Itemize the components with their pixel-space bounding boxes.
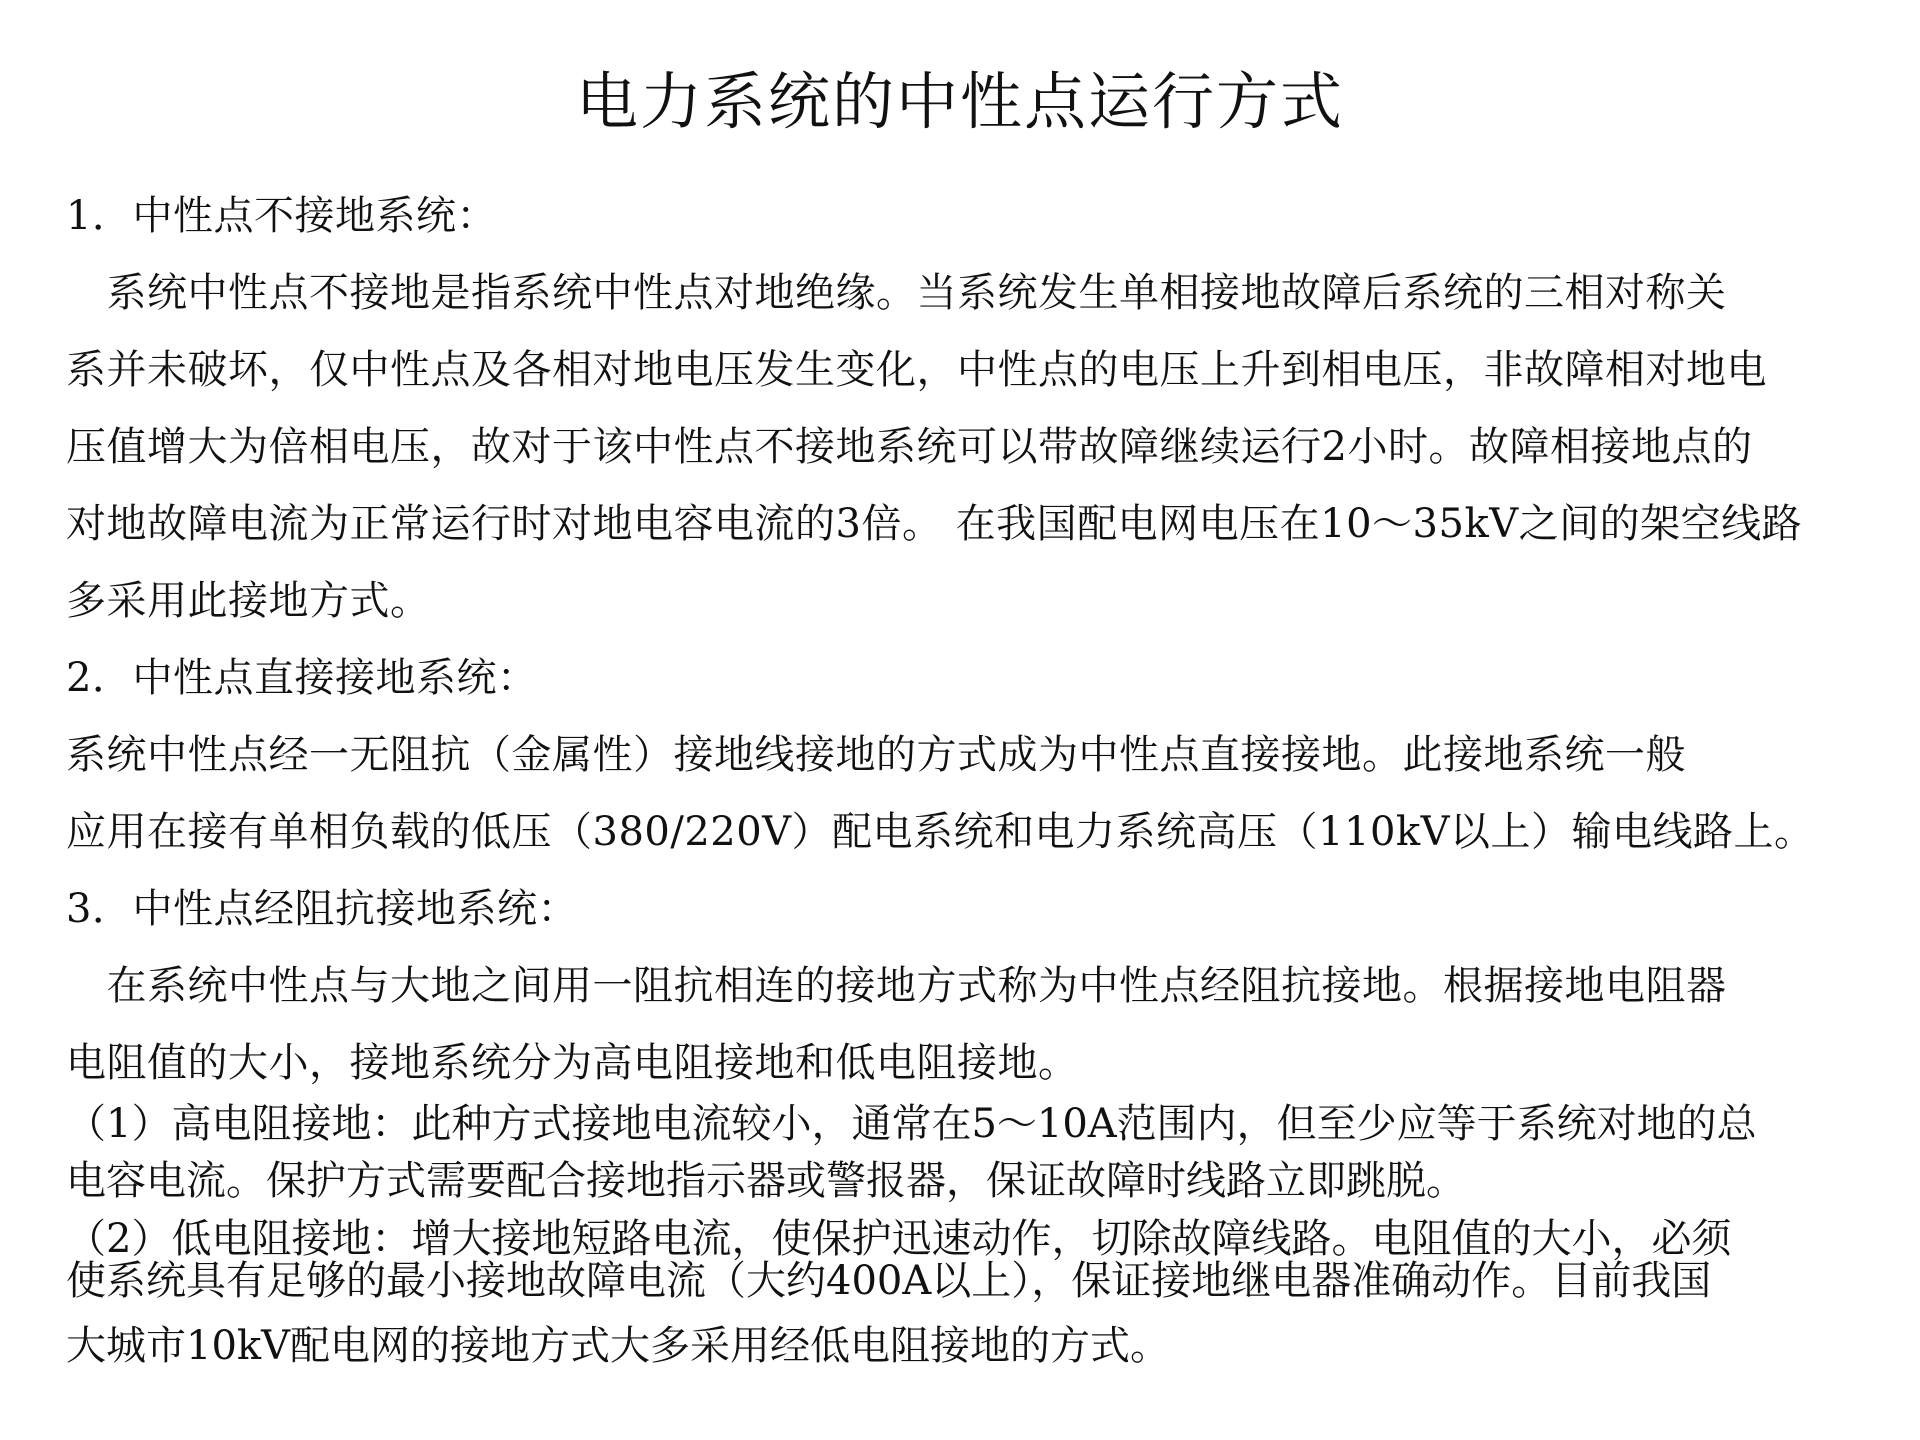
section-2-heading: 2．中性点直接接地系统： <box>66 655 538 701</box>
paragraph-line: 电阻值的大小，接地系统分为高电阻接地和低电阻接地。 <box>66 1040 1079 1086</box>
paragraph-line: 在系统中性点与大地之间用一阻抗相连的接地方式称为中性点经阻抗接地。根据接地电阻器 <box>66 963 1727 1009</box>
paragraph-line: 系统中性点不接地是指系统中性点对地绝缘。当系统发生单相接地故障后系统的三相对称关 <box>66 270 1727 316</box>
paragraph-line: 系并未破坏，仅中性点及各相对地电压发生变化，中性点的电压上升到相电压，非故障相对地电 <box>66 347 1767 393</box>
item-1-line: （1）高电阻接地：此种方式接地电流较小，通常在5～10A范围内，但至少应等于系统对地的总 <box>66 1101 1757 1147</box>
item-2-line: 大城市10kV配电网的接地方式大多采用经低电阻接地的方式。 <box>66 1323 1171 1369</box>
document-title: 电力系统的中性点运行方式 <box>575 65 1344 138</box>
paragraph-line: 多采用此接地方式。 <box>66 578 431 624</box>
item-2-line: （2）低电阻接地：增大接地短路电流，使保护迅速动作，切除故障线路。电阻值的大小，必须 <box>66 1216 1732 1262</box>
paragraph-line: 对地故障电流为正常运行时对地电容电流的3倍。 在我国配电网电压在10～35kV之间的架空线路 <box>66 501 1803 547</box>
paragraph-line: 系统中性点经一无阻抗（金属性）接地线接地的方式成为中性点直接接地。此接地系统一般 <box>66 732 1686 778</box>
item-2-line: 使系统具有足够的最小接地故障电流（大约400A以上），保证接地继电器准确动作。目前我国 <box>66 1258 1712 1304</box>
item-1-line: 电容电流。保护方式需要配合接地指示器或警报器，保证故障时线路立即跳脱。 <box>66 1158 1466 1204</box>
section-3-heading: 3．中性点经阻抗接地系统： <box>66 886 578 932</box>
section-1-heading: 1．中性点不接地系统： <box>66 193 497 239</box>
paragraph-line: 压值增大为倍相电压，故对于该中性点不接地系统可以带故障继续运行2小时。故障相接地点的 <box>66 424 1753 470</box>
paragraph-line: 应用在接有单相负载的低压（380/220V）配电系统和电力系统高压（110kV以上）输电线路上。 <box>66 809 1815 855</box>
